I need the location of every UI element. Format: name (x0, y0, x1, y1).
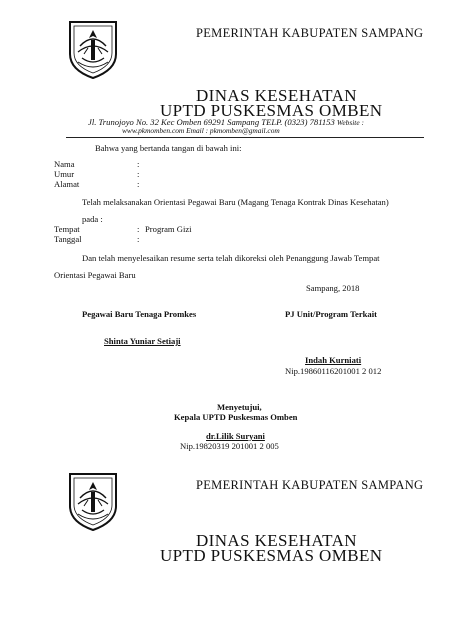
address-text: Jl. Trunojoyo No. 32 Kec Omben 69291 Sampang TELP. (0323) 781153 (88, 117, 335, 127)
left-signer-title: Pegawai Baru Tenaga Promkes (82, 309, 197, 319)
approval-label: Menyetujui, (217, 402, 262, 412)
field-label-nama: Nama (54, 159, 75, 169)
website-label: Website : (336, 118, 364, 127)
left-signer-name: Shinta Yuniar Setiaji (104, 336, 181, 346)
statement-text: Telah melaksanakan Orientasi Pegawai Baru (Magang Tenaga Kontrak Dinas Kesehatan) (82, 197, 389, 207)
field-label-alamat: Alamat (54, 179, 80, 189)
head-nip: Nip.19820319 201001 2 005 (180, 441, 279, 451)
tempat-sep: : (137, 224, 140, 234)
regency-emblem-logo (64, 18, 122, 80)
pada-label: pada : (82, 214, 103, 224)
intro-text: Bahwa yang bertanda tangan di bawah ini: (95, 143, 242, 153)
tanggal-label: Tanggal (54, 234, 82, 244)
field-label-umur: Umur (54, 169, 75, 179)
right-signer-nip: Nip.19860116201001 2 012 (285, 366, 382, 376)
paragraph-line-1: Dan telah menyelesaikan resume serta telah dikoreksi oleh Penanggung Jawab Tempat (82, 253, 380, 263)
tempat-label: Tempat (54, 224, 80, 234)
right-signer-title: PJ Unit/Program Terkait (285, 309, 377, 319)
agency-name: DINAS KESEHATAN (196, 86, 357, 105)
right-signer-name: Indah Kurniati (305, 355, 362, 365)
place-date: Sampang, 2018 (306, 283, 360, 293)
field-sep-alamat: : (137, 179, 140, 189)
agency-name-2: DINAS KESEHATAN (196, 531, 357, 550)
field-sep-nama: : (137, 159, 140, 169)
head-title: Kepala UPTD Puskesmas Omben (174, 412, 298, 422)
tanggal-sep: : (137, 234, 140, 244)
government-name-2: PEMERINTAH KABUPATEN SAMPANG (196, 478, 424, 492)
unit-name: UPTD PUSKESMAS OMBEN (160, 101, 383, 120)
government-name: PEMERINTAH KABUPATEN SAMPANG (196, 26, 424, 40)
header-divider (66, 137, 424, 138)
field-sep-umur: : (137, 169, 140, 179)
regency-emblem-logo-2 (64, 470, 122, 532)
unit-name-2: UPTD PUSKESMAS OMBEN (160, 546, 383, 565)
head-name: dr.Lilik Suryani (206, 431, 265, 441)
contact-line: www.pkmomben.com Email : pkmomben@gmail.com (122, 126, 280, 135)
tempat-value: Program Gizi (145, 224, 192, 234)
paragraph-line-2: Orientasi Pegawai Baru (54, 270, 136, 280)
